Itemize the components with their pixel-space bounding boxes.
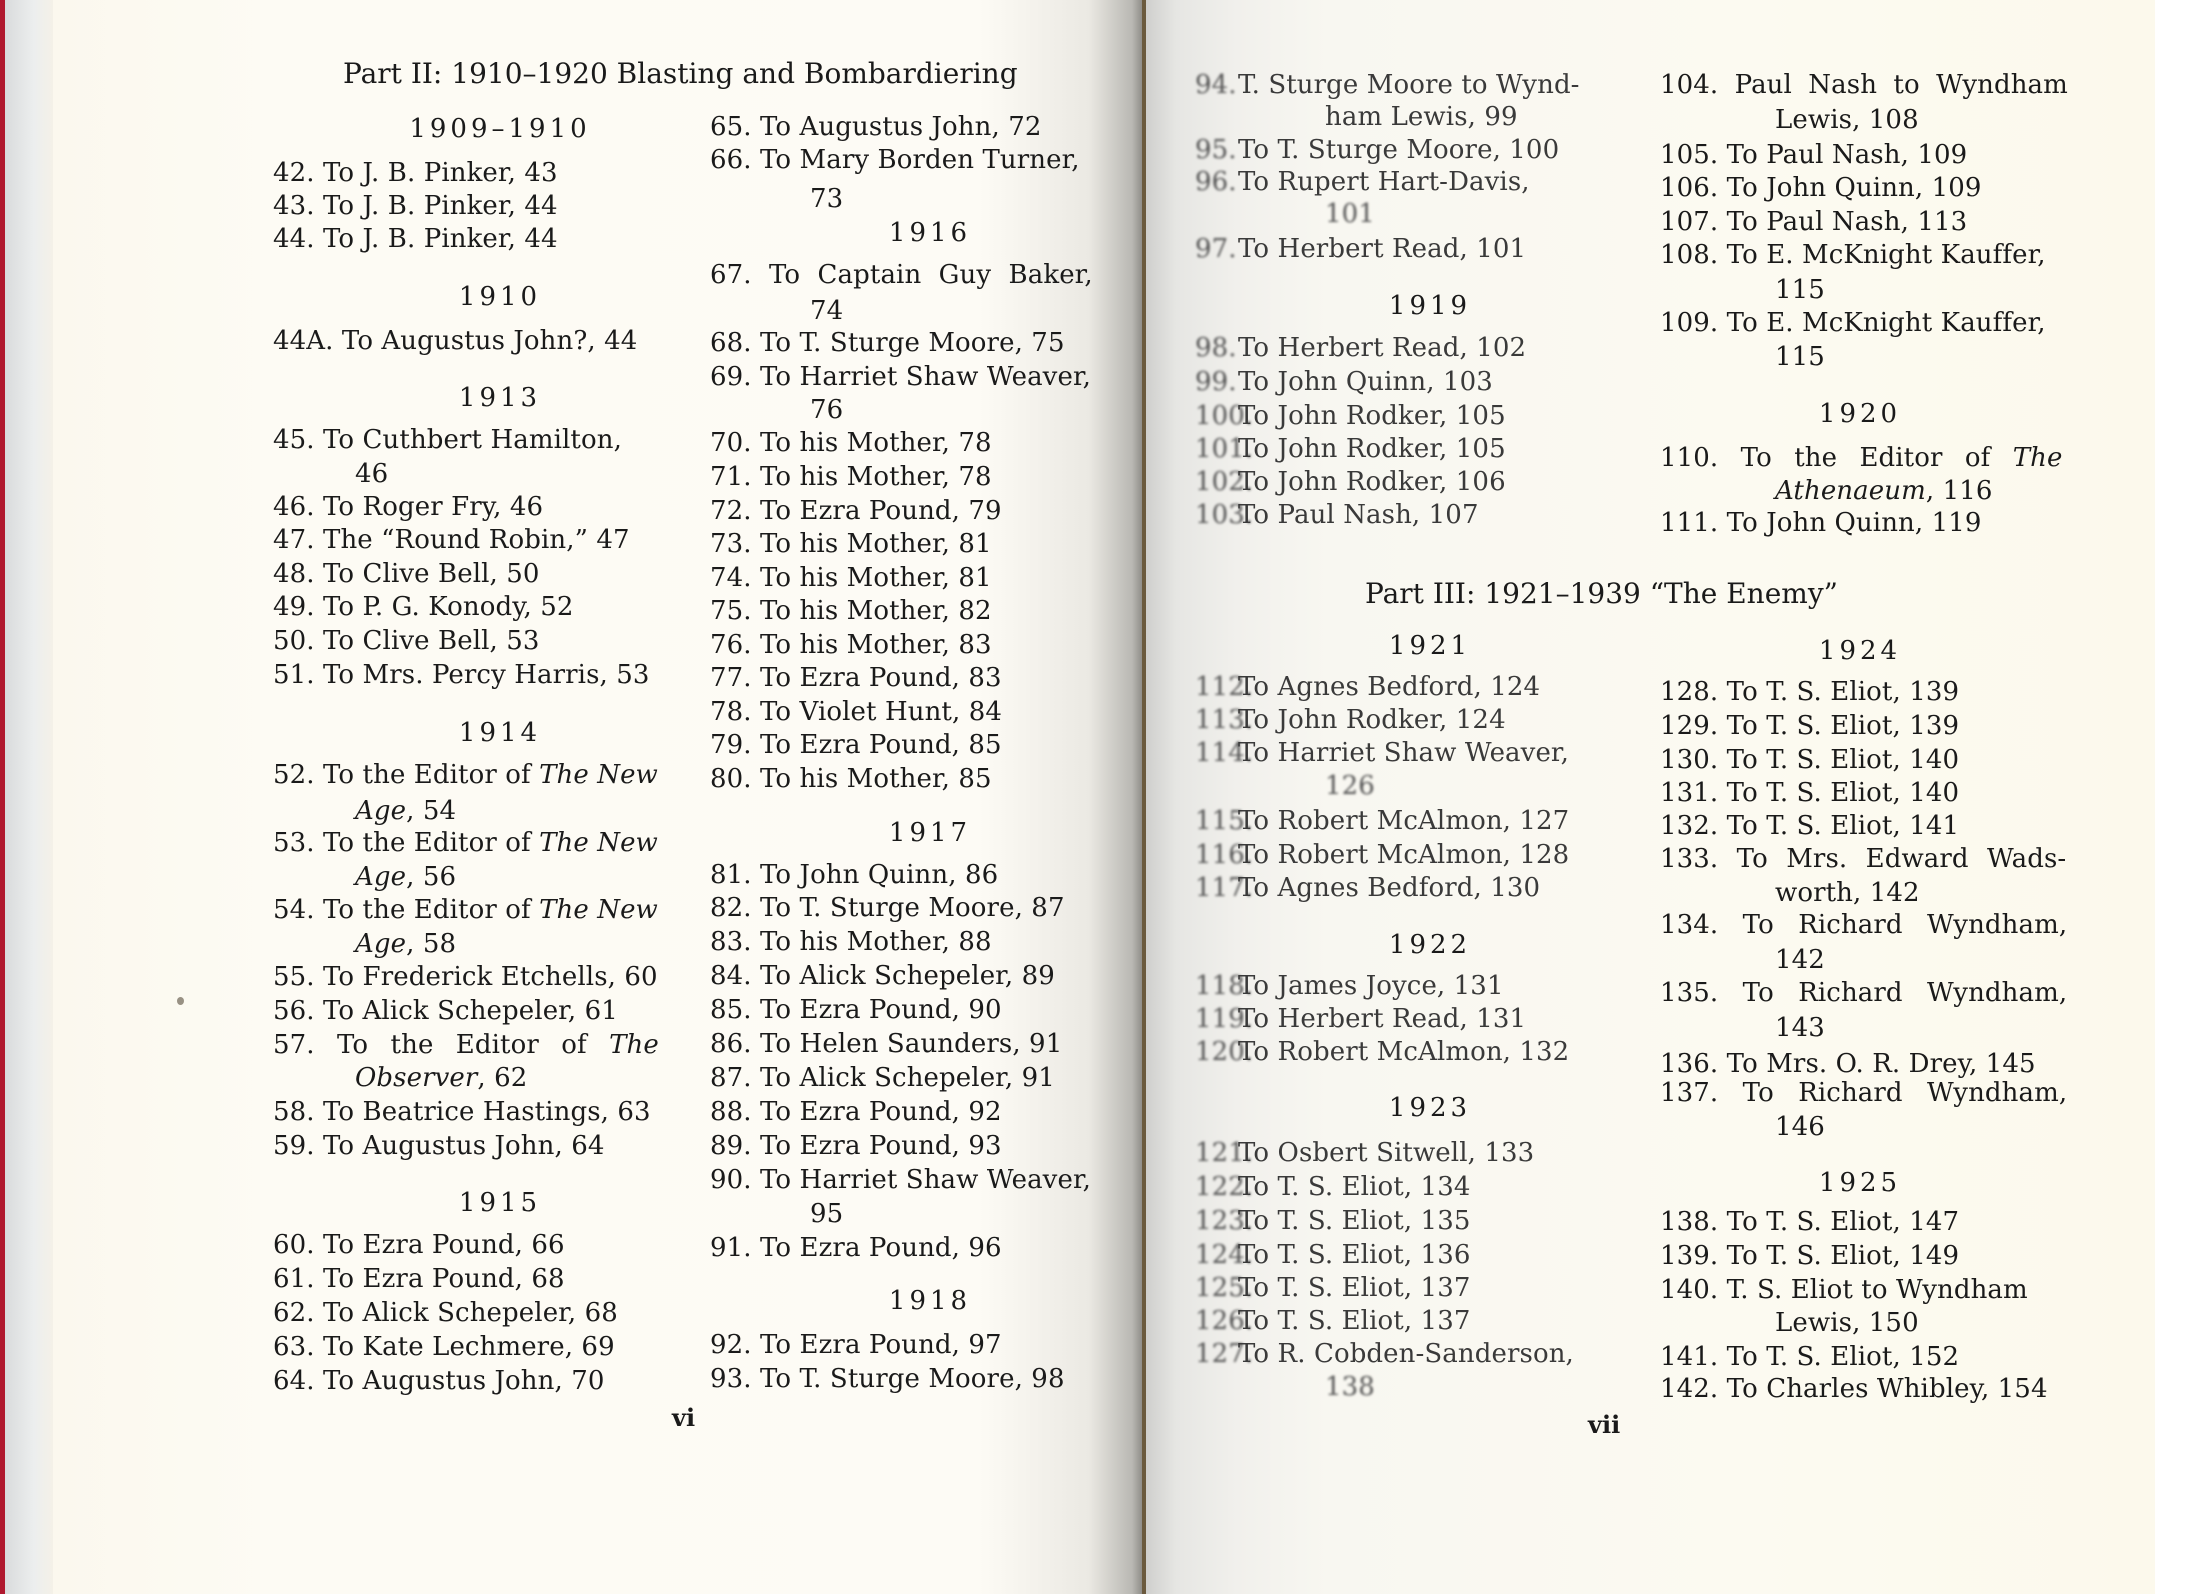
entry-title-italic: Observer (355, 1063, 478, 1093)
entry-title-italic: The (2012, 443, 2063, 473)
toc-entry[interactable]: 67. To Captain Guy Baker, (710, 260, 1093, 290)
toc-entry[interactable]: To Agnes Bedford, 130 (1238, 873, 1541, 903)
toc-entry[interactable]: 55. To Frederick Etchells, 60 (273, 962, 658, 992)
year-heading: 1918 (888, 1286, 972, 1316)
part-ii-heading: Part II: 1910–1920 Blasting and Bombardiering (343, 57, 1018, 90)
toc-entry[interactable]: 89. To Ezra Pound, 93 (710, 1131, 1002, 1161)
entry-page: , 58 (406, 929, 457, 959)
entry-number: 121. (1195, 1138, 1254, 1168)
year-heading: 1914 (458, 718, 542, 748)
toc-entry-continued: 76 (810, 395, 844, 425)
toc-entry[interactable]: 136. To Mrs. O. R. Drey, 145 (1660, 1049, 2036, 1079)
entry-text: 54. To the Editor of (273, 895, 540, 925)
toc-entry-continued: 115 (1775, 275, 1825, 305)
entry-text: 52. To the Editor of (273, 760, 540, 790)
toc-entry[interactable]: To James Joyce, 131 (1238, 971, 1504, 1001)
toc-entry-continued (355, 929, 456, 959)
toc-entry[interactable]: 71. To his Mother, 78 (710, 462, 992, 492)
toc-entry[interactable]: 63. To Kate Lechmere, 69 (273, 1332, 615, 1362)
year-heading: 1919 (1388, 291, 1472, 321)
year-heading: 1923 (1388, 1093, 1472, 1123)
toc-entry[interactable]: 69. To Harriet Shaw Weaver, (710, 362, 1091, 392)
toc-entry[interactable]: To T. S. Eliot, 134 (1238, 1172, 1471, 1202)
toc-entry[interactable]: To Osbert Sitwell, 133 (1238, 1138, 1535, 1168)
toc-entry[interactable]: 128. To T. S. Eliot, 139 (1660, 677, 1960, 707)
year-heading: 1924 (1818, 636, 1902, 666)
toc-entry[interactable]: 83. To his Mother, 88 (710, 927, 992, 957)
toc-entry[interactable]: 134. To Richard Wyndham, (1660, 910, 2068, 940)
toc-entry-continued: 138 (1325, 1372, 1375, 1402)
paper-speck (177, 997, 184, 1005)
toc-entry[interactable]: 111. To John Quinn, 119 (1660, 508, 1982, 538)
toc-entry[interactable]: 66. To Mary Borden Turner, (710, 145, 1080, 175)
toc-entry[interactable]: To Agnes Bedford, 124 (1238, 672, 1541, 702)
toc-entry[interactable]: 93. To T. Sturge Moore, 98 (710, 1364, 1065, 1394)
toc-entry[interactable] (273, 760, 658, 790)
toc-entry[interactable]: To R. Cobden-Sanderson, (1238, 1339, 1574, 1369)
toc-entry[interactable]: 92. To Ezra Pound, 97 (710, 1330, 1002, 1360)
entry-number: 124. (1195, 1240, 1254, 1270)
year-heading: 1920 (1818, 399, 1902, 429)
toc-entry-continued: worth, 142 (1775, 878, 1920, 908)
entry-number: 114. (1195, 738, 1254, 768)
toc-entry[interactable] (273, 895, 658, 925)
entry-title-italic: Athenaeum (1775, 476, 1926, 506)
toc-entry[interactable]: 74. To his Mother, 81 (710, 563, 992, 593)
entry-page: , 62 (477, 1063, 528, 1093)
toc-entry-continued (355, 796, 456, 826)
entry-title-italic: The New (539, 895, 658, 925)
entry-number: 96. (1195, 167, 1237, 197)
toc-entry[interactable]: 48. To Clive Bell, 50 (273, 559, 540, 589)
entry-number: 98. (1195, 333, 1237, 363)
toc-entry[interactable]: 91. To Ezra Pound, 96 (710, 1233, 1002, 1263)
entry-number: 127. (1195, 1339, 1254, 1369)
toc-entry-continued: 126 (1325, 771, 1375, 801)
toc-entry[interactable]: T. Sturge Moore to Wynd- (1238, 70, 1580, 100)
toc-entry[interactable] (273, 1030, 659, 1060)
year-heading: 1921 (1388, 631, 1472, 661)
entry-number: 122. (1195, 1172, 1254, 1202)
entry-number: 116. (1195, 840, 1254, 870)
entry-page: , 54 (406, 796, 457, 826)
toc-entry-continued: 73 (810, 184, 844, 214)
toc-entry[interactable]: 133. To Mrs. Edward Wads- (1660, 844, 2067, 874)
toc-entry[interactable]: To John Rodker, 106 (1238, 467, 1506, 497)
toc-entry[interactable]: 50. To Clive Bell, 53 (273, 626, 540, 656)
toc-entry-continued: 143 (1775, 1013, 1825, 1043)
toc-entry-continued: 74 (810, 296, 844, 326)
toc-entry[interactable]: 73. To his Mother, 81 (710, 529, 992, 559)
toc-entry[interactable]: 60. To Ezra Pound, 66 (273, 1230, 565, 1260)
toc-entry[interactable]: 137. To Richard Wyndham, (1660, 1078, 2068, 1108)
entry-number: 113. (1195, 705, 1254, 735)
toc-entry[interactable]: 65. To Augustus John, 72 (710, 112, 1042, 142)
toc-entry-continued: Lewis, 108 (1775, 105, 1919, 135)
toc-entry[interactable]: 82. To T. Sturge Moore, 87 (710, 893, 1065, 923)
entry-text: 57. To the Editor of (273, 1030, 610, 1060)
toc-entry[interactable]: 104. Paul Nash to Wyndham (1660, 70, 2068, 100)
toc-entry[interactable]: 43. To J. B. Pinker, 44 (273, 191, 558, 221)
toc-entry[interactable]: 49. To P. G. Konody, 52 (273, 592, 574, 622)
toc-entry[interactable]: 76. To his Mother, 83 (710, 630, 992, 660)
toc-entry[interactable]: 44A. To Augustus John?, 44 (273, 326, 638, 356)
toc-entry[interactable]: 142. To Charles Whibley, 154 (1660, 1374, 2048, 1404)
entry-title-italic: Age (355, 929, 407, 959)
toc-entry[interactable]: 59. To Augustus John, 64 (273, 1131, 605, 1161)
entry-title-italic: The New (539, 760, 658, 790)
toc-entry[interactable]: To Robert McAlmon, 128 (1238, 840, 1570, 870)
toc-entry-continued: 101 (1325, 199, 1375, 229)
toc-entry-continued: 142 (1775, 945, 1825, 975)
entry-text: 53. To the Editor of (273, 828, 540, 858)
toc-entry[interactable]: 78. To Violet Hunt, 84 (710, 697, 1002, 727)
year-heading: 1910 (458, 282, 542, 312)
year-heading: 1916 (888, 218, 972, 248)
entry-number: 103. (1195, 500, 1254, 530)
year-heading: 1915 (458, 1188, 542, 1218)
toc-entry[interactable]: 138. To T. S. Eliot, 147 (1660, 1207, 1960, 1237)
entry-number: 112. (1195, 672, 1254, 702)
entry-number: 94. (1195, 70, 1237, 100)
toc-entry[interactable]: 131. To T. S. Eliot, 140 (1660, 778, 1960, 808)
entry-number: 100. (1195, 401, 1254, 431)
entry-number: 119. (1195, 1004, 1254, 1034)
year-heading: 1925 (1818, 1168, 1902, 1198)
toc-entry[interactable]: 140. T. S. Eliot to Wyndham (1660, 1275, 2028, 1305)
entry-number: 102. (1195, 467, 1254, 497)
entry-title-italic: Age (355, 862, 407, 892)
year-heading: 1913 (458, 383, 542, 413)
entry-number: 117. (1195, 873, 1254, 903)
toc-entry[interactable]: 47. The “Round Robin,” 47 (273, 525, 630, 555)
entry-number: 97. (1195, 234, 1237, 264)
toc-entry[interactable]: 130. To T. S. Eliot, 140 (1660, 745, 1960, 775)
toc-entry[interactable]: To John Quinn, 103 (1238, 367, 1493, 397)
entry-number: 95. (1195, 135, 1237, 165)
toc-entry[interactable]: To Paul Nash, 107 (1238, 500, 1479, 530)
toc-entry[interactable]: To John Rodker, 105 (1238, 401, 1506, 431)
toc-entry[interactable]: 64. To Augustus John, 70 (273, 1366, 605, 1396)
toc-entry[interactable]: To Herbert Read, 101 (1238, 234, 1527, 264)
toc-entry[interactable]: To T. S. Eliot, 135 (1238, 1206, 1471, 1236)
toc-entry[interactable]: 87. To Alick Schepeler, 91 (710, 1063, 1055, 1093)
toc-entry[interactable]: 84. To Alick Schepeler, 89 (710, 961, 1055, 991)
toc-entry[interactable]: To Herbert Read, 102 (1238, 333, 1527, 363)
toc-entry[interactable]: 79. To Ezra Pound, 85 (710, 730, 1002, 760)
entry-number: 120. (1195, 1037, 1254, 1067)
toc-entry[interactable]: 88. To Ezra Pound, 92 (710, 1097, 1002, 1127)
toc-entry[interactable]: 51. To Mrs. Percy Harris, 53 (273, 660, 650, 690)
toc-entry[interactable]: To T. S. Eliot, 136 (1238, 1240, 1471, 1270)
toc-entry-continued: 146 (1775, 1112, 1825, 1142)
toc-entry[interactable]: 72. To Ezra Pound, 79 (710, 496, 1002, 526)
toc-entry[interactable] (273, 828, 658, 858)
toc-entry[interactable]: 106. To John Quinn, 109 (1660, 173, 1982, 203)
page-number: vii (1588, 1410, 1621, 1439)
toc-entry[interactable]: 81. To John Quinn, 86 (710, 860, 999, 890)
toc-entry-continued: 115 (1775, 342, 1825, 372)
toc-entry[interactable]: To Herbert Read, 131 (1238, 1004, 1527, 1034)
toc-entry[interactable]: To John Rodker, 124 (1238, 705, 1506, 735)
toc-entry[interactable]: 56. To Alick Schepeler, 61 (273, 996, 618, 1026)
entry-number: 123. (1195, 1206, 1254, 1236)
toc-entry[interactable]: To T. S. Eliot, 137 (1238, 1306, 1471, 1336)
toc-entry[interactable]: 85. To Ezra Pound, 90 (710, 995, 1002, 1025)
entry-title-italic: The (609, 1030, 659, 1060)
entry-number: 115. (1195, 806, 1254, 836)
entry-page: , 116 (1925, 476, 1993, 506)
toc-entry[interactable]: To Robert McAlmon, 132 (1238, 1037, 1570, 1067)
entry-title-italic: The New (539, 828, 658, 858)
toc-entry[interactable]: To Robert McAlmon, 127 (1238, 806, 1570, 836)
toc-entry[interactable]: 58. To Beatrice Hastings, 63 (273, 1097, 651, 1127)
entry-number: 126. (1195, 1306, 1254, 1336)
entry-number: 99. (1195, 367, 1237, 397)
year-heading: 1922 (1388, 930, 1472, 960)
toc-entry-continued: ham Lewis, 99 (1325, 102, 1518, 132)
toc-entry-continued (355, 1063, 527, 1093)
toc-entry[interactable]: To Harriet Shaw Weaver, (1238, 738, 1569, 768)
toc-entry[interactable]: 90. To Harriet Shaw Weaver, (710, 1165, 1091, 1195)
toc-entry[interactable]: 132. To T. S. Eliot, 141 (1660, 811, 1960, 841)
toc-entry[interactable]: 70. To his Mother, 78 (710, 428, 992, 458)
toc-entry[interactable]: To T. Sturge Moore, 100 (1238, 135, 1560, 165)
toc-entry[interactable]: 45. To Cuthbert Hamilton, (273, 425, 622, 455)
toc-entry[interactable]: To John Rodker, 105 (1238, 434, 1506, 464)
toc-entry[interactable] (1660, 443, 2063, 473)
toc-entry[interactable]: 139. To T. S. Eliot, 149 (1660, 1241, 1960, 1271)
toc-entry[interactable]: 68. To T. Sturge Moore, 75 (710, 328, 1065, 358)
entry-title-italic: Age (355, 796, 407, 826)
toc-entry-continued (1775, 476, 1993, 506)
toc-entry-continued: 46 (355, 459, 389, 489)
entry-page: , 56 (406, 862, 457, 892)
toc-entry[interactable]: 135. To Richard Wyndham, (1660, 978, 2068, 1008)
entry-number: 101. (1195, 434, 1254, 464)
toc-entry[interactable]: 109. To E. McKnight Kauffer, (1660, 308, 2046, 338)
toc-entry[interactable]: 86. To Helen Saunders, 91 (710, 1029, 1063, 1059)
toc-entry-continued (355, 862, 456, 892)
toc-entry[interactable]: To Rupert Hart-Davis, (1238, 167, 1530, 197)
entry-text: 110. To the Editor of (1660, 443, 2013, 473)
toc-entry[interactable]: 44. To J. B. Pinker, 44 (273, 224, 558, 254)
part-iii-heading: Part III: 1921–1939 “The Enemy” (1365, 577, 1838, 610)
year-heading: 1917 (888, 818, 972, 848)
toc-entry[interactable]: 107. To Paul Nash, 113 (1660, 207, 1968, 237)
year-heading: 1909–1910 (409, 114, 591, 144)
entry-number: 125. (1195, 1273, 1254, 1303)
toc-entry-continued: Lewis, 150 (1775, 1308, 1919, 1338)
toc-entry[interactable]: 62. To Alick Schepeler, 68 (273, 1298, 618, 1328)
toc-entry-continued: 95 (810, 1199, 844, 1229)
entry-number: 118. (1195, 971, 1254, 1001)
toc-entry[interactable]: 75. To his Mother, 82 (710, 596, 992, 626)
toc-entry[interactable]: 108. To E. McKnight Kauffer, (1660, 240, 2046, 270)
toc-entry[interactable]: 42. To J. B. Pinker, 43 (273, 158, 558, 188)
page-number: vi (672, 1403, 696, 1432)
toc-entry[interactable]: 46. To Roger Fry, 46 (273, 492, 544, 522)
toc-entry[interactable]: 141. To T. S. Eliot, 152 (1660, 1342, 1960, 1372)
toc-entry[interactable]: 77. To Ezra Pound, 83 (710, 663, 1002, 693)
toc-entry[interactable]: 80. To his Mother, 85 (710, 764, 992, 794)
toc-entry[interactable]: To T. S. Eliot, 137 (1238, 1273, 1471, 1303)
toc-entry[interactable]: 129. To T. S. Eliot, 139 (1660, 711, 1960, 741)
page-stack-edge (5, 0, 53, 1594)
toc-entry[interactable]: 105. To Paul Nash, 109 (1660, 140, 1968, 170)
toc-entry[interactable]: 61. To Ezra Pound, 68 (273, 1264, 565, 1294)
